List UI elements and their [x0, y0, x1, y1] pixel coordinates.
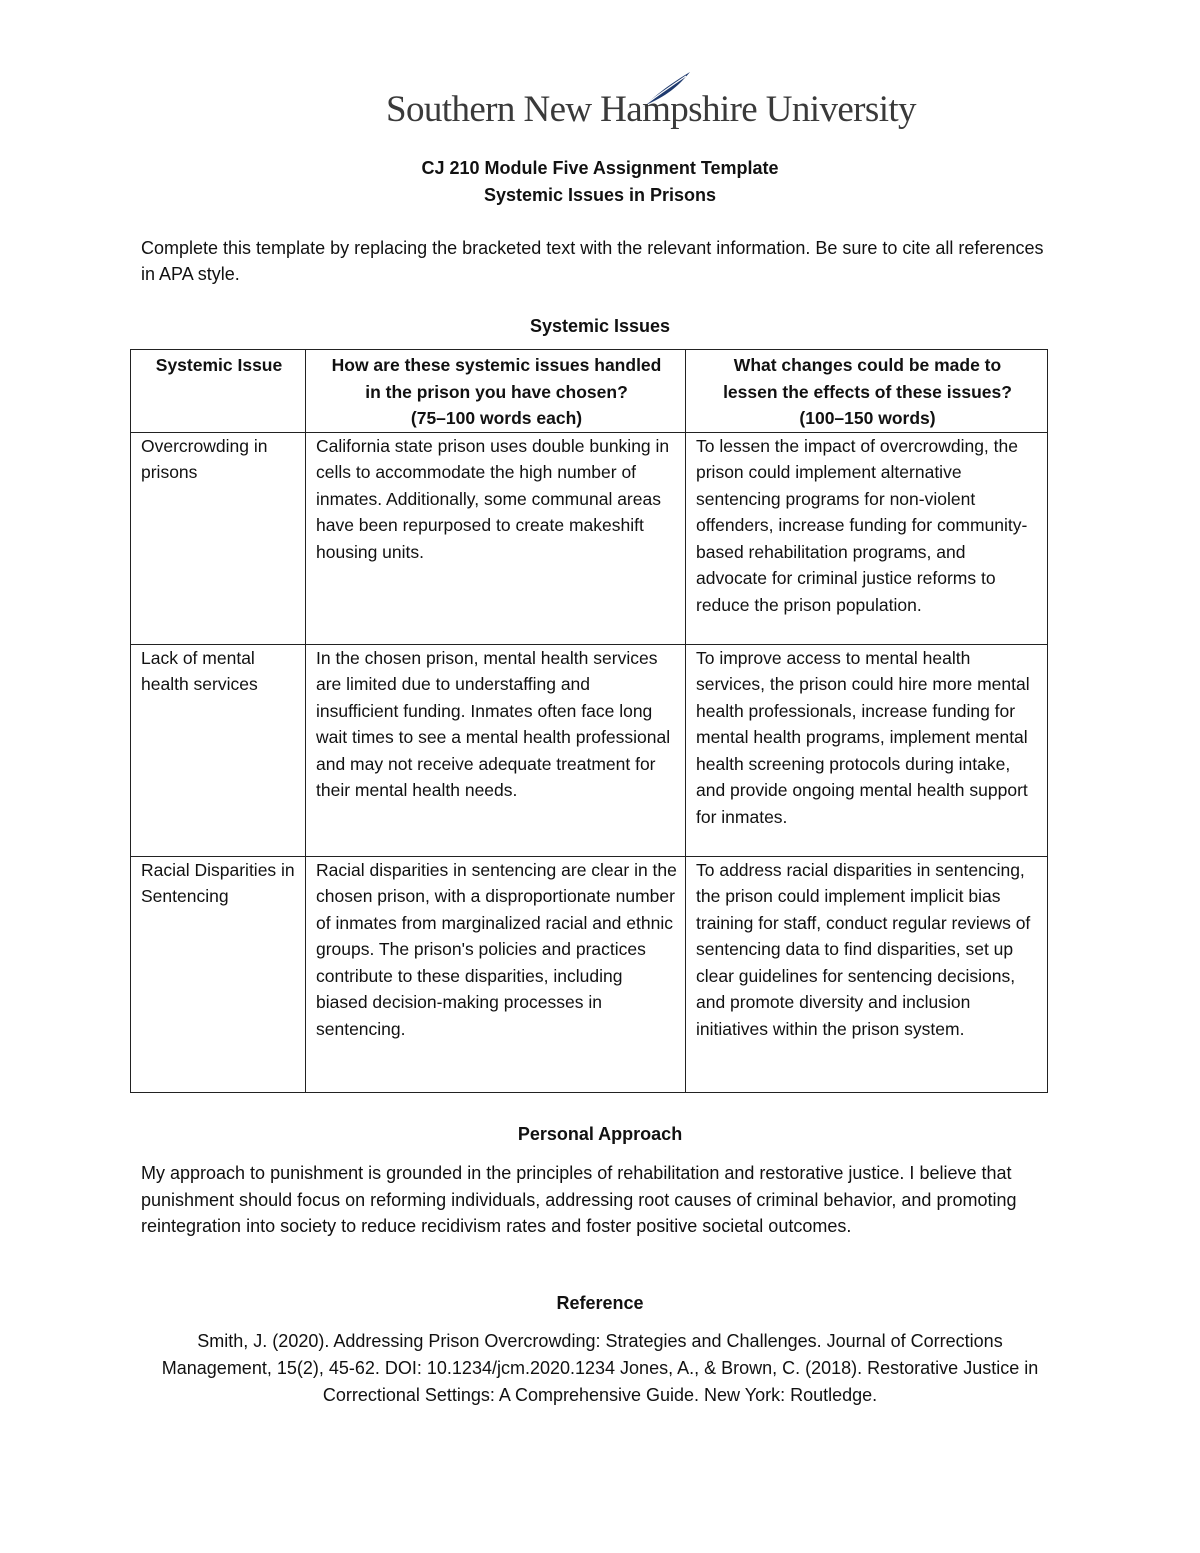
- reference-text: Smith, J. (2020). Addressing Prison Overcrowding: Strategies and Challenges. Journal of Corrections Management, 15(2), 45-62. DOI: 10.1234/jcm.2020.1234 Jones, A., & Brown, C. (2018). Restorative Justice in Correctional Settings: A Comprehensive Guide. New York: Routledge.: [161, 1331, 1039, 1405]
- handling-cell: California state prison uses double bunking in cells to accommodate the high number of inmates. Additionally, some communal areas have been repurposed to create makeshift housing units.: [306, 432, 686, 644]
- column-header-changes: What changes could be made to lessen the effects of these issues? (100–150 words): [686, 350, 1048, 433]
- issue-cell: Racial Disparities in Sentencing: [131, 856, 306, 1092]
- changes-cell: To improve access to mental health services, the prison could hire more mental health professionals, increase funding for mental health programs, implement mental health screening protocols during intake, and provide ongoing mental health support for inmates.: [686, 644, 1048, 856]
- column-header-issue: Systemic Issue: [131, 350, 306, 433]
- systemic-issues-heading: Systemic Issues: [529, 316, 671, 336]
- table-header-row: [131, 350, 1048, 433]
- handling-cell: In the chosen prison, mental health services are limited due to understaffing and insufficient funding. Inmates often face long wait times to see a mental health professional and may not receive adequate treatment for their mental health needs.: [306, 644, 686, 856]
- issue-cell: Overcrowding in prisons: [131, 432, 306, 644]
- table-row: [131, 856, 1048, 1092]
- document-title: CJ 210 Module Five Assignment Template: [421, 158, 779, 178]
- handling-cell: Racial disparities in sentencing are clear in the chosen prison, with a disproportionate number of inmates from marginalized racial and ethnic groups. The prison's policies and practices contribute to these disparities, including biased decision-making processes in sentencing.: [306, 856, 686, 1092]
- issue-cell: Lack of mental health services: [131, 644, 306, 856]
- systemic-issues-table: [130, 349, 1048, 1093]
- table-row: [131, 644, 1048, 856]
- reference-heading: Reference: [556, 1293, 644, 1313]
- document-subtitle: Systemic Issues in Prisons: [483, 185, 717, 205]
- logo-text: Southern New Hampshire University: [386, 89, 916, 130]
- personal-approach-paragraph: My approach to punishment is grounded in the principles of rehabilitation and restorative justice. I believe that punishment should focus on reforming individuals, addressing root causes of criminal behavior, and promoting reintegration into society to reduce recidivism rates and foster positive societal outcomes.: [141, 1163, 1017, 1236]
- personal-approach-heading: Personal Approach: [517, 1124, 683, 1144]
- intro-paragraph: Complete this template by replacing the bracketed text with the relevant information. Be sure to cite all references in APA style.: [141, 238, 1044, 284]
- document-title-block: [0, 155, 1200, 209]
- university-logo: [386, 70, 916, 140]
- changes-cell: To address racial disparities in sentencing, the prison could implement implicit bias training for staff, conduct regular reviews of sentencing data to find disparities, set up clear guidelines for sentencing decisions, and promote diversity and inclusion initiatives within the prison system.: [686, 856, 1048, 1092]
- column-header-handling: How are these systemic issues handled in the prison you have chosen? (75–100 words each): [306, 350, 686, 433]
- table-row: [131, 432, 1048, 644]
- changes-cell: To lessen the impact of overcrowding, the prison could implement alternative sentencing programs for non-violent offenders, increase funding for community-based rehabilitation programs, and advocate for criminal justice reforms to reduce the prison population.: [686, 432, 1048, 644]
